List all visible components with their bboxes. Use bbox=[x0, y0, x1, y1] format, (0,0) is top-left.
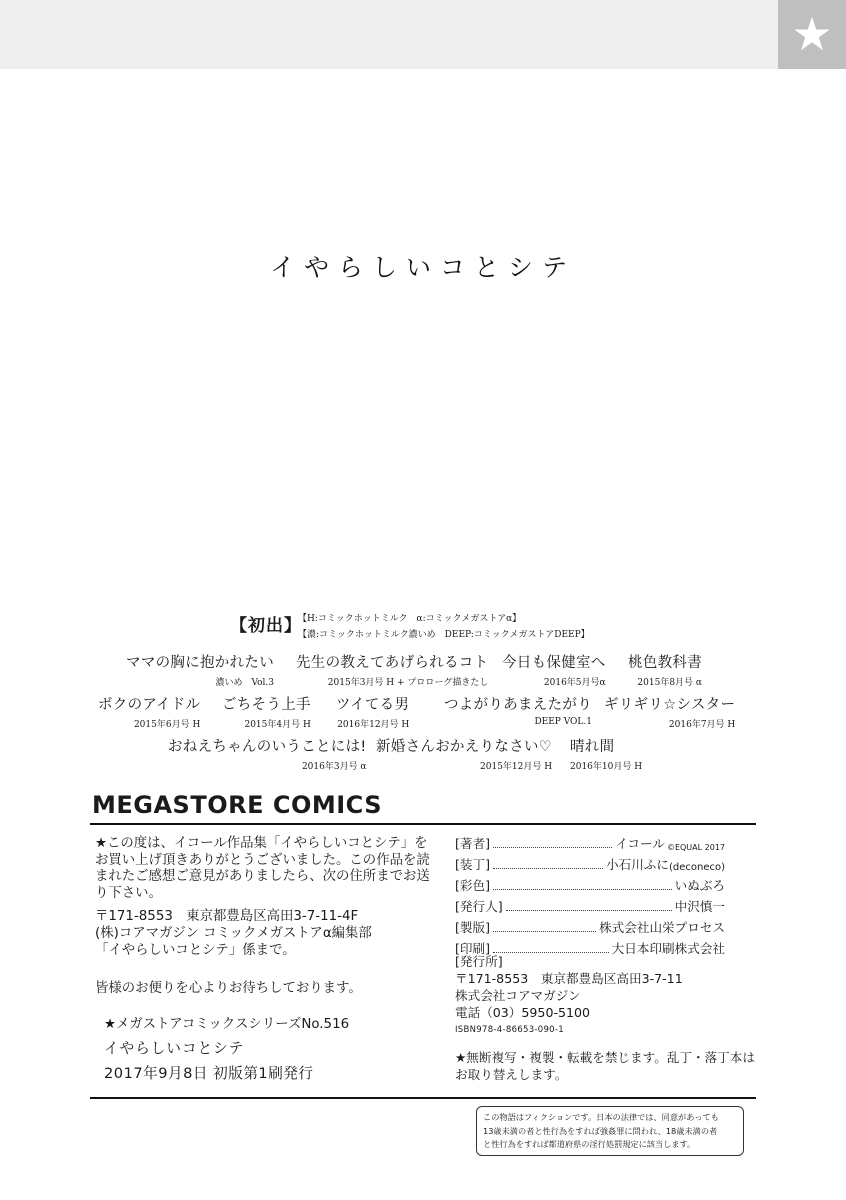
story-source: 2016年5月号α bbox=[543, 678, 606, 688]
address-line: 「イやらしいコとシテ」係まで。 bbox=[95, 943, 296, 958]
story-title: つよがりあまえたがり bbox=[444, 697, 592, 713]
story-entry bbox=[628, 651, 702, 688]
story-entry bbox=[570, 735, 642, 772]
story-source: 2015年3月号 H + プロローグ描きたし bbox=[327, 678, 489, 688]
story-title: ママの胸に抱かれたい bbox=[126, 655, 274, 671]
story-entry bbox=[296, 651, 488, 688]
publisher-company: 株式会社コアマガジン bbox=[455, 988, 581, 1003]
imprint-book-title: イやらしいコとシテ bbox=[104, 1040, 245, 1057]
story-source: 濃いめ Vol.3 bbox=[215, 678, 274, 688]
story-entry bbox=[502, 651, 606, 688]
story-entry bbox=[604, 693, 735, 730]
credit-name: いぬぶろ bbox=[674, 878, 725, 893]
story-source: 2015年12月号 H bbox=[480, 762, 553, 772]
story-title: ごちそう上手 bbox=[222, 697, 311, 713]
publisher-role: [発行所] bbox=[455, 954, 503, 969]
story-title: 新婚さんおかえりなさい♡ bbox=[376, 739, 553, 755]
credit-publisher-person bbox=[455, 897, 725, 915]
story-title: ツイてる男 bbox=[336, 697, 410, 713]
series-number: ★メガストアコミックスシリーズNo.516 bbox=[104, 1017, 350, 1032]
story-source: 2016年3月号 α bbox=[301, 762, 367, 772]
publication-legend-line-1: 【H:コミックホットミルク α:コミックメガストアα】 bbox=[298, 614, 522, 624]
story-title: 先生の教えてあげられるコト bbox=[296, 655, 489, 671]
credit-name: 小石川ふに bbox=[606, 857, 669, 872]
story-entry bbox=[168, 735, 367, 772]
fiction-notice-line: 13歳未満の者と性行為をすれば強姦罪に問われ、18歳未満の者 bbox=[483, 1125, 718, 1136]
publisher-info bbox=[455, 951, 683, 1035]
story-source: 2016年7月号 H bbox=[668, 720, 736, 730]
story-source: 2015年4月号 H bbox=[244, 720, 311, 730]
credit-role: [装丁] bbox=[455, 857, 491, 872]
fiction-notice-line: と性行為をすれば都道府県の淫行処罰規定に該当します。 bbox=[483, 1139, 696, 1149]
dot-leader bbox=[493, 868, 603, 869]
story-entry bbox=[98, 693, 200, 730]
credit-extra: (deconeco) bbox=[668, 862, 725, 873]
fiction-notice-box bbox=[476, 1106, 744, 1156]
credit-name: 中沢慎一 bbox=[674, 899, 725, 914]
credit-role: [著者] bbox=[455, 836, 491, 851]
star-icon: ★ bbox=[778, 0, 846, 69]
story-title: 桃色教科書 bbox=[628, 655, 702, 671]
story-title: ボクのアイドル bbox=[98, 697, 201, 713]
rights-notice: ★無断複写・複製・転載を禁じます。乱丁・落丁本はお取り替えします。 bbox=[455, 1050, 755, 1082]
publication-legend-line-2: 【濃:コミックホットミルク濃いめ DEEP:コミックメガストアDEEP】 bbox=[298, 630, 590, 640]
story-title: 晴れ間 bbox=[570, 739, 615, 755]
story-entry bbox=[336, 693, 409, 730]
credit-author bbox=[455, 834, 725, 852]
story-entry bbox=[126, 651, 274, 688]
credit-role: [製版] bbox=[455, 920, 491, 935]
address-line: 〒171-8553 東京都豊島区高田3-7-11-4F bbox=[95, 909, 359, 924]
dot-leader bbox=[493, 931, 596, 932]
story-source: 2015年8月号 α bbox=[637, 678, 702, 688]
book-title: イやらしいコとシテ bbox=[269, 253, 576, 282]
megastore-comics-logo: MEGASTORE COMICS bbox=[92, 791, 383, 819]
dot-leader bbox=[506, 910, 672, 911]
dot-leader bbox=[493, 847, 612, 848]
mailing-address bbox=[95, 908, 372, 959]
story-source: 2016年10月号 H bbox=[570, 762, 643, 772]
divider bbox=[90, 823, 756, 825]
credit-design bbox=[455, 855, 725, 873]
address-line: (株)コアマガジン コミックメガストアα編集部 bbox=[95, 926, 372, 941]
publisher-phone: 電話（03）5950-5100 bbox=[455, 1005, 591, 1020]
credit-coloring bbox=[455, 876, 725, 894]
top-band bbox=[0, 0, 846, 69]
story-title: ギリギリ☆シスター bbox=[604, 697, 736, 713]
first-publication-label: 【初出】 bbox=[230, 616, 302, 636]
story-entry bbox=[376, 735, 552, 772]
story-title: 今日も保健室へ bbox=[502, 655, 606, 671]
credit-extra: ©EQUAL 2017 bbox=[666, 843, 725, 852]
credit-name: イコール bbox=[615, 836, 665, 851]
story-source: 2015年6月号 H bbox=[133, 720, 201, 730]
publication-date: 2017年9月8日 初版第1刷発行 bbox=[104, 1065, 314, 1082]
isbn: ISBN978-4-86653-090-1 bbox=[455, 1025, 564, 1035]
credit-name: 大日本印刷株式会社 bbox=[611, 941, 725, 956]
story-entry bbox=[222, 693, 311, 730]
await-message: 皆様のお便りを心よりお待ちしております。 bbox=[95, 981, 362, 996]
story-source: DEEP VOL.1 bbox=[534, 717, 592, 727]
credit-name: 株式会社山栄プロセス bbox=[599, 920, 725, 935]
reader-notice: ★この度は、イコール作品集「イやらしいコとシテ」をお買い上げ頂きありがとうございました。この作品を読まれたご感想ご意見がありましたら、次の住所までお送り下さい。 bbox=[95, 836, 430, 901]
publisher-address: 〒171-8553 東京都豊島区高田3-7-11 bbox=[455, 971, 683, 986]
credit-role: [印刷] bbox=[455, 941, 491, 956]
fiction-notice-line: この物語はフィクションです。日本の法律では、同意があっても bbox=[483, 1112, 719, 1122]
dot-leader bbox=[493, 889, 672, 890]
story-title: おねえちゃんのいうことには! bbox=[168, 739, 367, 755]
credit-role: [発行人] bbox=[455, 899, 503, 914]
story-entry bbox=[444, 693, 592, 727]
credit-plate-making bbox=[455, 918, 725, 936]
credit-role: [彩色] bbox=[455, 878, 491, 893]
story-source: 2016年12月号 H bbox=[337, 720, 410, 730]
divider bbox=[90, 1097, 756, 1099]
